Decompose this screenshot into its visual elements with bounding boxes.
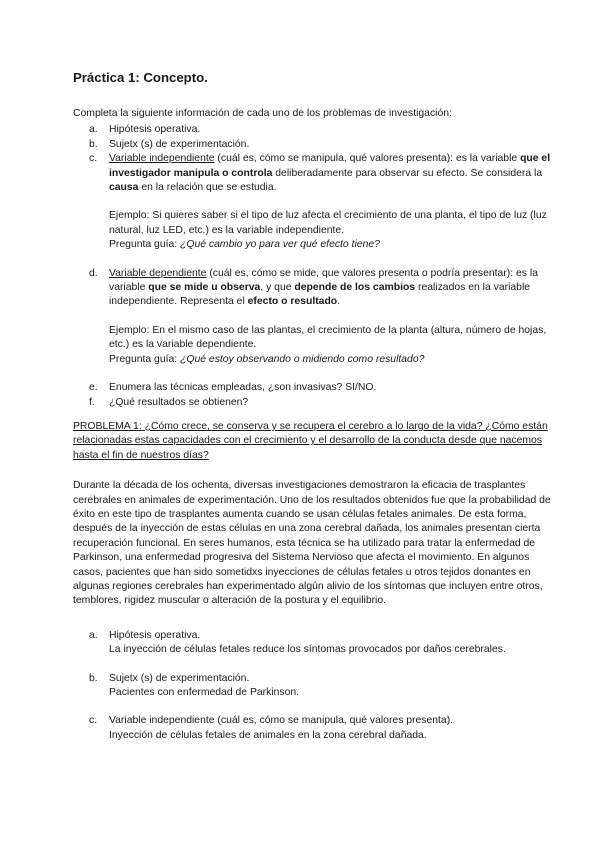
- list-label: a.: [89, 124, 98, 136]
- list-text: Hipótesis operativa.: [109, 124, 201, 136]
- bold-segment: causa: [109, 182, 139, 194]
- list-label: b.: [89, 672, 98, 684]
- dependent-variable-example: Ejemplo: En el mismo caso de las plantas, el crecimiento de la planta (altura, número de hojas, etc.) es la variable dependiente.: [109, 324, 547, 351]
- page-title: Práctica 1: Concepto.: [73, 70, 208, 85]
- guide-text: ¿Qué estoy observando o midiendo como resultado?: [180, 353, 425, 365]
- text-segment: .: [337, 296, 341, 308]
- independent-variable-example: Ejemplo: Si quieres saber si el tipo de luz afecta el crecimiento de una planta, el tipo de luz (luz natural, luz LED, etc.) es la variable independiente.: [109, 210, 547, 236]
- list-label: c.: [89, 153, 98, 165]
- text-segment: en la relación que se estudia.: [138, 182, 277, 194]
- answer-text: La inyección de células fetales reduce los síntomas provocados por daños cerebrales.: [109, 644, 506, 656]
- answer-question: Variable independiente (cuál es, cómo se manipula, qué valores presenta).: [109, 715, 454, 727]
- list-item-a: [73, 123, 553, 137]
- list-item-f: [73, 396, 553, 410]
- answer-item-c: [73, 714, 553, 743]
- list-text: Sujetx (s) de experimentación.: [109, 138, 250, 150]
- text-segment: , y que: [260, 282, 295, 294]
- list-item-d: [73, 267, 553, 367]
- list-label: f.: [89, 396, 95, 408]
- list-label: b.: [89, 138, 98, 150]
- answer-question: Hipótesis operativa.: [109, 629, 201, 641]
- answer-item-a: [73, 629, 553, 658]
- bold-segment: que el investigador manipula o controla: [109, 153, 551, 179]
- intro-text: Completa la siguiente información de cada uno de los problemas de investigación:: [73, 108, 452, 119]
- guide-question: [109, 238, 553, 252]
- bold-segment: efecto o resultado: [247, 296, 338, 308]
- guide-label: Pregunta guía:: [109, 239, 181, 251]
- term-independent-variable: Variable independiente: [109, 153, 215, 165]
- list-item-e: [73, 381, 553, 395]
- answer-text: Inyección de células fetales de animales en la zona cerebral dañada.: [109, 729, 427, 741]
- term-dependent-variable: Variable dependiente: [109, 267, 207, 279]
- list-label: e.: [89, 382, 98, 394]
- problem-heading: PROBLEMA 1: ¿Cómo crece, se conserva y se recupera el cerebro a lo largo de la vida? ¿Cómo están relacionadas estas capacidades con el crecimiento y el desarrollo de la conducta desde que nacemos hasta el fin de nuestros días?: [73, 420, 548, 461]
- guide-text: ¿Qué cambio yo para ver qué efecto tiene?: [180, 239, 380, 251]
- bold-segment: depende de los cambios: [294, 282, 416, 294]
- list-label: a.: [89, 629, 98, 641]
- document-page: [73, 70, 553, 743]
- list-label: c.: [89, 715, 98, 727]
- list-label: d.: [89, 267, 98, 279]
- guide-label: Pregunta guía:: [109, 353, 181, 365]
- text-segment: (cuál es, cómo se mide, que valores presenta o podría presentar): es la variable: [109, 267, 538, 294]
- guide-question: [109, 353, 553, 367]
- bold-segment: que se mide u observa: [148, 282, 261, 294]
- answer-text: Pacientes con enfermedad de Parkinson.: [109, 687, 300, 698]
- text-segment: deliberadamente para observar su efecto. Se considera la: [272, 167, 543, 179]
- text-segment: (cuál es, cómo se manipula, qué valores presenta): es la variable: [214, 153, 521, 165]
- list-item-b: [73, 138, 553, 152]
- independent-variable-definition: [109, 152, 553, 195]
- text-segment: realizados en la variable independiente. Representa el: [109, 282, 531, 308]
- dependent-variable-definition: [109, 267, 553, 310]
- problem-paragraph: Durante la década de los ochenta, diversas investigaciones demostraron la eficacia de trasplantes cerebrales en animales de experimentación. Uno de los resultados obtenidos fue que la probabilidad de éxito en este tipo de trasplantes aumenta cuando se usan células fetales animales. De esta forma, después de la inyección de estas células en una zona cerebral dañada, los animales presentan cierta recuperación funcional. En seres humanos, esta técnica se ha utilizado para tratar la enfermedad de Parkinson, una enfermedad progresiva del Sistema Nervioso que afecta el movimiento. En algunos casos, pacientes que han sido sometidxs inyecciones de células fetales u otros tejidos donantes en algunas regiones cerebrales han experimentado algún alivio de los síntomas que incluyen entre otros, temblores, rigidez muscular o alteración de la postura y el equilibrio.: [73, 480, 551, 607]
- answer-item-b: [73, 672, 553, 701]
- answer-question: Sujetx (s) de experimentación.: [109, 672, 250, 684]
- list-text: ¿Qué resultados se obtienen?: [109, 396, 249, 408]
- list-item-c: [73, 152, 553, 252]
- list-text: Enumera las técnicas empleadas, ¿son invasivas? SI/NO.: [109, 382, 377, 394]
